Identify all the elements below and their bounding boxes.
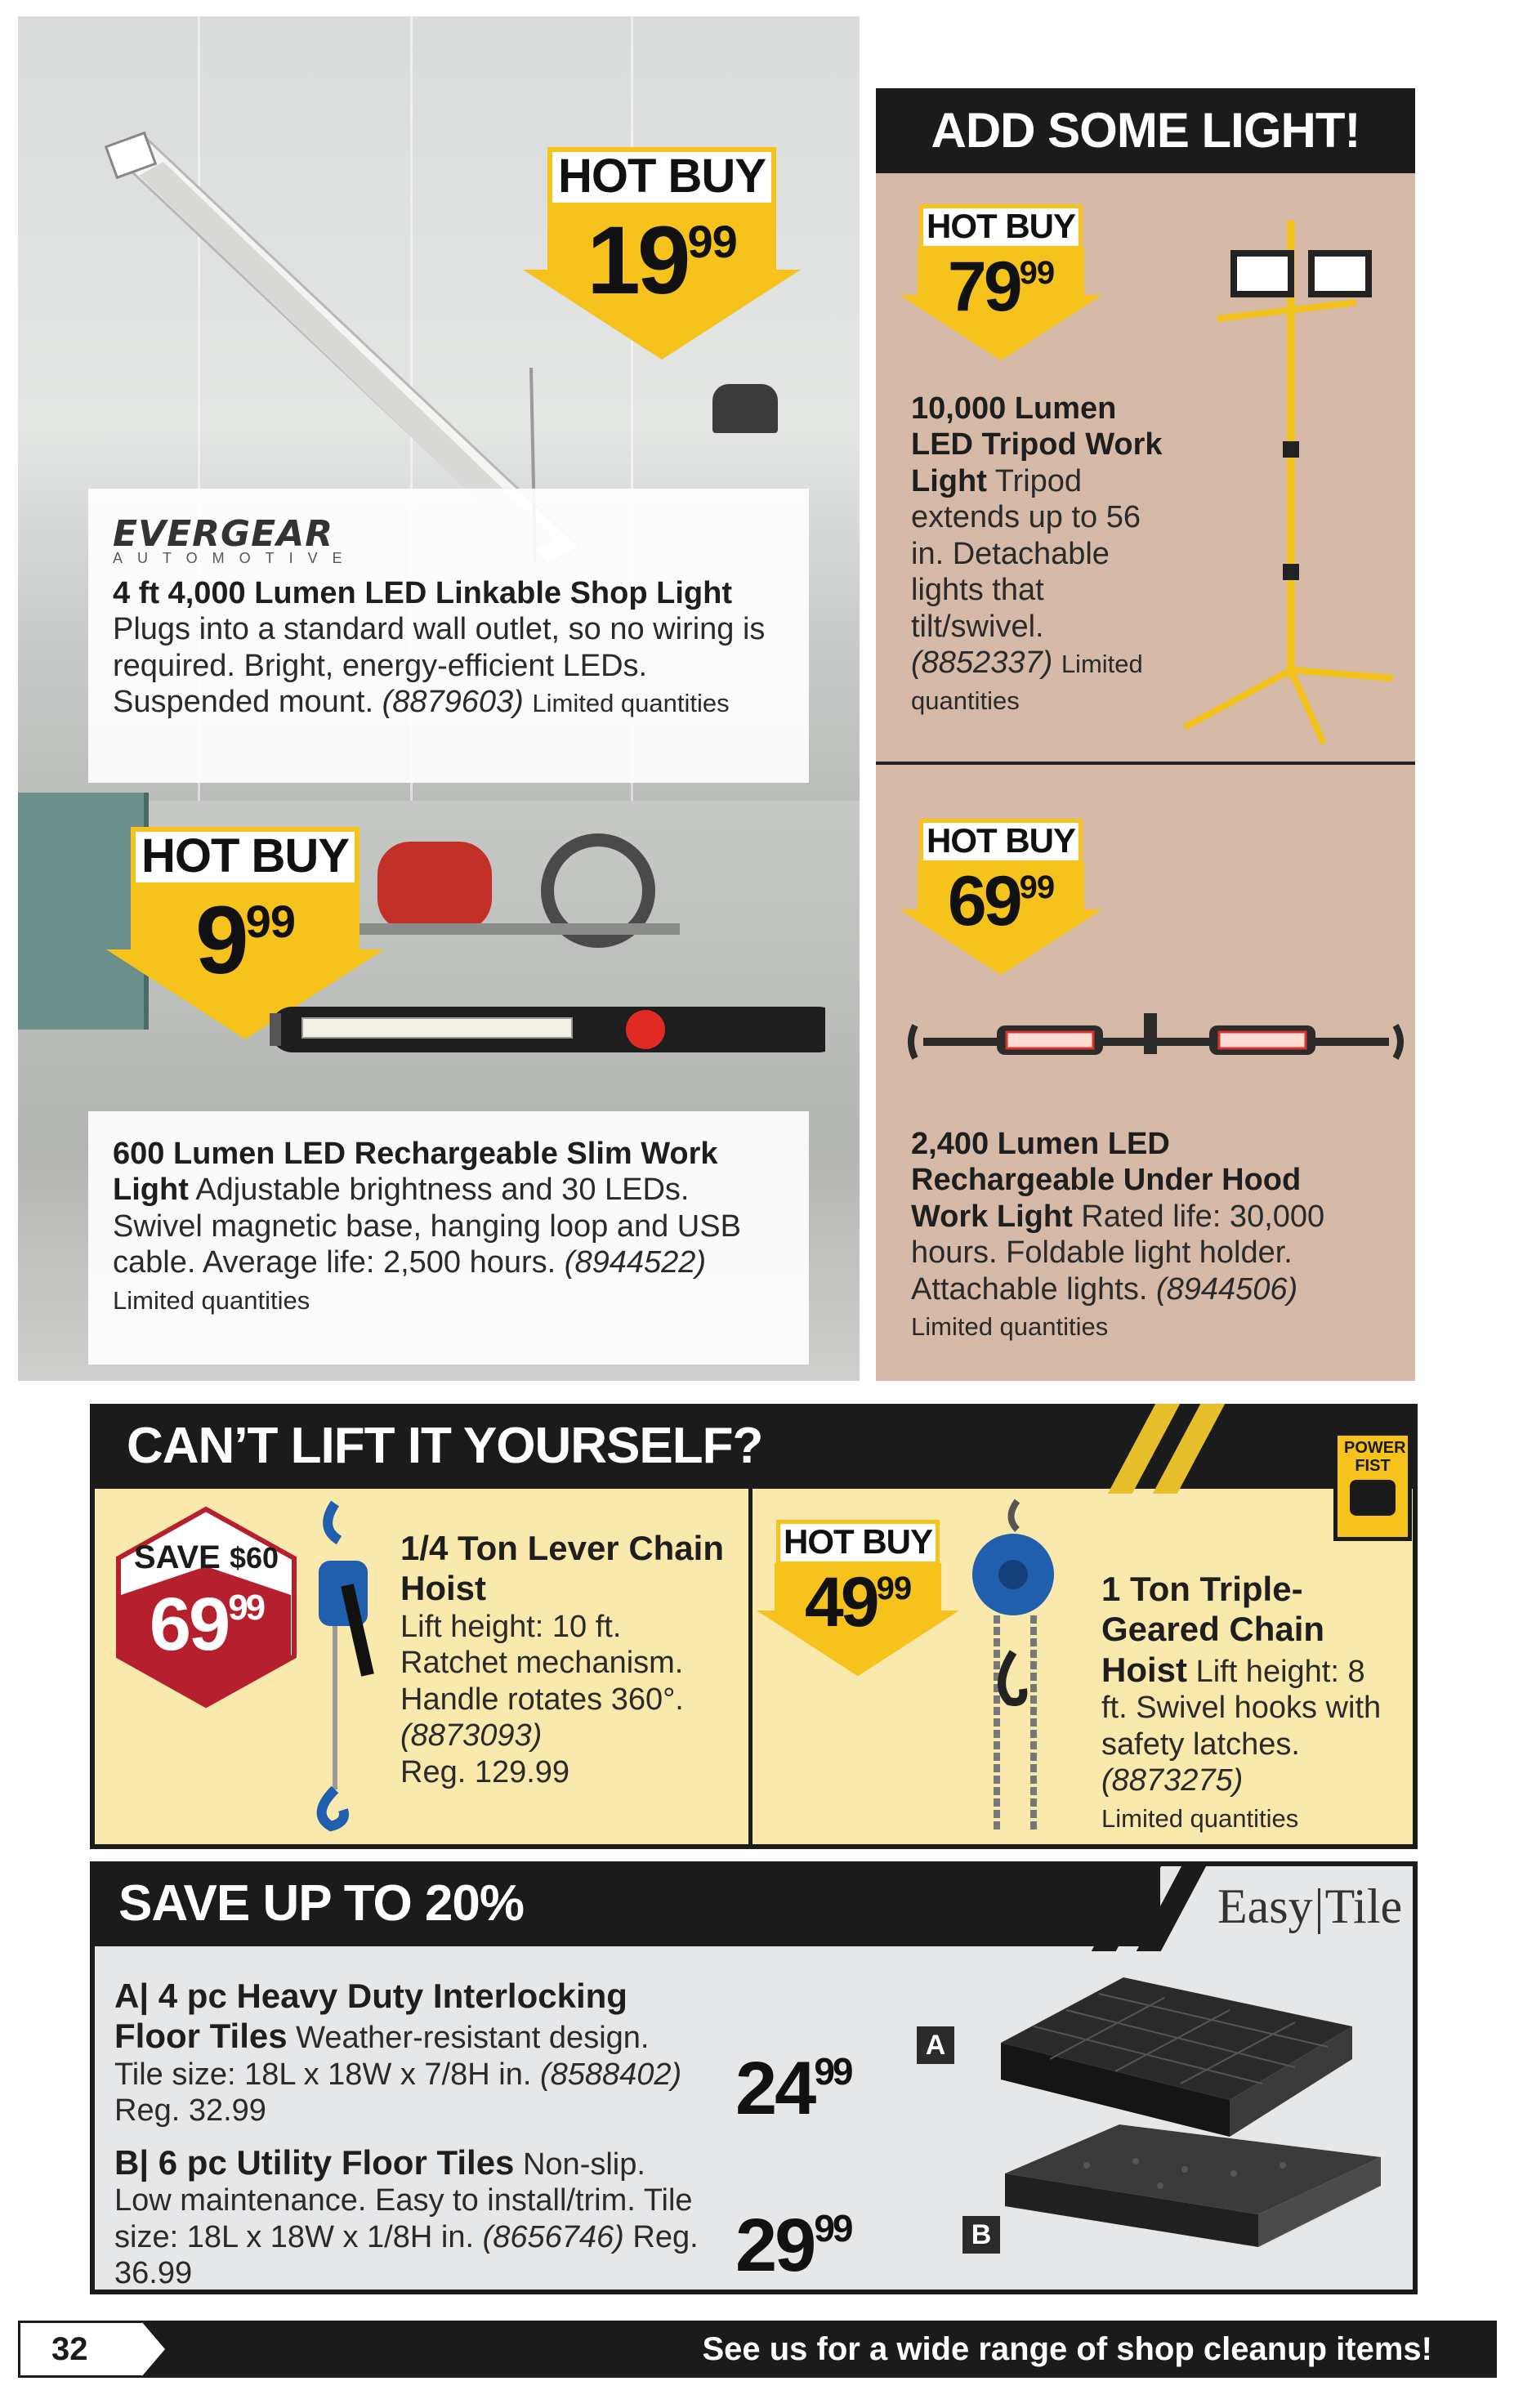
hot-buy-badge — [919, 819, 1083, 974]
hot-buy-label: HOT BUY — [131, 827, 360, 887]
utility-tiles-image — [1005, 2124, 1381, 2255]
chain-hoist-image — [964, 1497, 1070, 1840]
product-name: 600 Lumen LED Rechargeable Slim Work Light — [113, 1137, 718, 1208]
air-compressor — [377, 842, 492, 931]
product-text — [106, 1136, 776, 1317]
slim-light-card — [88, 1111, 809, 1365]
product-desc: Tripod extends up to 56 in. Detachable lights that tilt/swivel. — [911, 463, 1141, 644]
product-sku: (8588402) — [539, 2057, 682, 2092]
product-name: 10,000 Lumen LED Tripod Work Light — [911, 391, 1163, 498]
product-name: 2,400 Lumen LED Rechargeable Under Hood Work Light — [911, 1127, 1302, 1234]
tile-item-b-text: B| 6 pc Utility Floor Tiles Non-slip. Low maintenance. Easy to install/trim. Tile size: 18L x 18W x 1/8H in. (8656746) Reg. 36.99 — [114, 2143, 699, 2291]
product-name: 1 Ton Triple-Geared Chain Hoist — [1101, 1570, 1325, 1689]
tile-item-a-text: A| 4 pc Heavy Duty Interlocking Floor Tiles Weather-resistant design. Tile size: 18L x 18W x 7/8H in. (8588402) Reg. 32.99 — [114, 1977, 682, 2129]
product-sku: (8873275) — [1101, 1763, 1244, 1798]
product-desc: Lift height: 8 ft. Swivel hooks with safety latches. — [1101, 1654, 1382, 1762]
product-desc: Plugs into a standard wall outlet, so no wiring is required. Bright, energy-efficient LEDs. Suspended mount. — [113, 612, 766, 720]
regular-price: Reg. 32.99 — [114, 2093, 266, 2129]
tripod-text — [911, 391, 1172, 717]
slim-work-light-image — [253, 997, 825, 1062]
product-desc: Lift height: 10 ft. Ratchet mechanism. Handle rotates 360°. — [400, 1609, 684, 1717]
save-badge — [114, 1505, 298, 1709]
hot-buy-badge — [776, 1520, 940, 1675]
price: $69^{99}$ — [149, 1583, 264, 1666]
product-sku: (8944506) — [1155, 1271, 1298, 1307]
product-desc: Weather-resistant design. Tile size: 18L x 18W x 7/8H in. — [114, 2021, 650, 2092]
limited-quantities: Limited quantities — [911, 650, 1143, 715]
price: $19^{99}$ — [587, 207, 737, 315]
regular-price: Reg. 129.99 — [400, 1754, 570, 1789]
price-a: $24^{99}$ — [735, 2047, 851, 2130]
product-sku: (8879603) — [382, 685, 524, 720]
hot-buy-label: HOT BUY — [776, 1520, 940, 1566]
product-desc: Non-slip. Low maintenance. Easy to install/trim. Tile size: 18L x 18W x 1/8H in. — [114, 2147, 693, 2254]
price: $9^{99}$ — [195, 887, 295, 994]
power-fist-logo: POWER FIST — [1333, 1432, 1412, 1541]
item-letter: A — [114, 1977, 140, 2015]
tripod-work-light-image — [1152, 221, 1405, 752]
label-a: A — [917, 2026, 954, 2064]
price: $49^{99}$ — [804, 1563, 912, 1642]
lever-hoist-text — [400, 1528, 727, 1790]
tile-section-title: SAVE UP TO 20% — [118, 1875, 524, 1932]
product-name: 4 pc Heavy Duty Interlocking Floor Tiles — [114, 1977, 627, 2056]
ceiling-fixture — [712, 384, 778, 433]
add-some-light-header: ADD SOME LIGHT! — [876, 88, 1415, 173]
hot-buy-badge — [547, 147, 776, 360]
interlocking-tiles-image — [1001, 1977, 1352, 2141]
limited-quantities: Limited quantities — [113, 1285, 310, 1315]
hot-buy-badge — [919, 204, 1083, 360]
page-arrow-icon — [142, 2321, 167, 2378]
under-hood-light-image — [907, 1005, 1405, 1079]
footer-text: See us for a wide range of shop cleanup items! — [702, 2331, 1432, 2367]
product-desc: Adjustable brightness and 30 LEDs. Swivel magnetic base, hanging loop and USB cable. Average life: 2,500 hours. — [113, 1173, 741, 1280]
easy-tile-logo: Easy Tile — [1217, 1879, 1403, 1933]
product-sku: (8852337) — [911, 646, 1053, 681]
regular-price: Reg. 36.99 — [114, 2219, 699, 2291]
product-name: 4 ft 4,000 Lumen LED Linkable Shop Light — [113, 576, 732, 610]
price-b: $29^{99}$ — [735, 2204, 851, 2287]
label-b: B — [962, 2216, 1000, 2254]
limited-quantities: Limited quantities — [1101, 1803, 1299, 1833]
product-sku: (8873093) — [400, 1718, 543, 1754]
hood-light-text — [911, 1126, 1369, 1344]
product-name: 6 pc Utility Floor Tiles — [158, 2143, 515, 2182]
product-text — [106, 575, 776, 721]
product-name: 1/4 Ton Lever Chain Hoist — [400, 1529, 724, 1608]
lever-hoist-image — [302, 1495, 392, 1838]
save-amount: SAVE $60 — [133, 1539, 279, 1575]
product-sku: (8656746) — [482, 2219, 624, 2254]
shop-light-card — [88, 489, 809, 783]
price: $79^{99}$ — [947, 248, 1055, 326]
lift-section-title: CAN’T LIFT IT YOURSELF? — [127, 1418, 763, 1474]
evergear-logo: EVERGEAR — [113, 513, 334, 555]
page-number: 32 — [18, 2321, 145, 2378]
panel-divider — [876, 762, 1415, 765]
price: $69^{99}$ — [947, 862, 1055, 940]
product-sku: (8944522) — [564, 1245, 707, 1280]
fist-icon — [1350, 1480, 1396, 1516]
product-desc: Rated life: 30,000 hours. Foldable light holder. Attachable lights. — [911, 1199, 1325, 1307]
limited-quantities: Limited quantities — [911, 1312, 1109, 1342]
hot-buy-label: HOT BUY — [547, 147, 776, 208]
lift-divider — [748, 1489, 753, 1849]
hot-buy-label: HOT BUY — [919, 819, 1083, 864]
hot-buy-label: HOT BUY — [919, 204, 1083, 250]
evergear-logo-sub: AUTOMOTIVE — [113, 550, 357, 566]
item-letter: B — [114, 2143, 140, 2182]
limited-quantities: Limited quantities — [532, 689, 730, 718]
chain-hoist-text — [1101, 1569, 1396, 1835]
